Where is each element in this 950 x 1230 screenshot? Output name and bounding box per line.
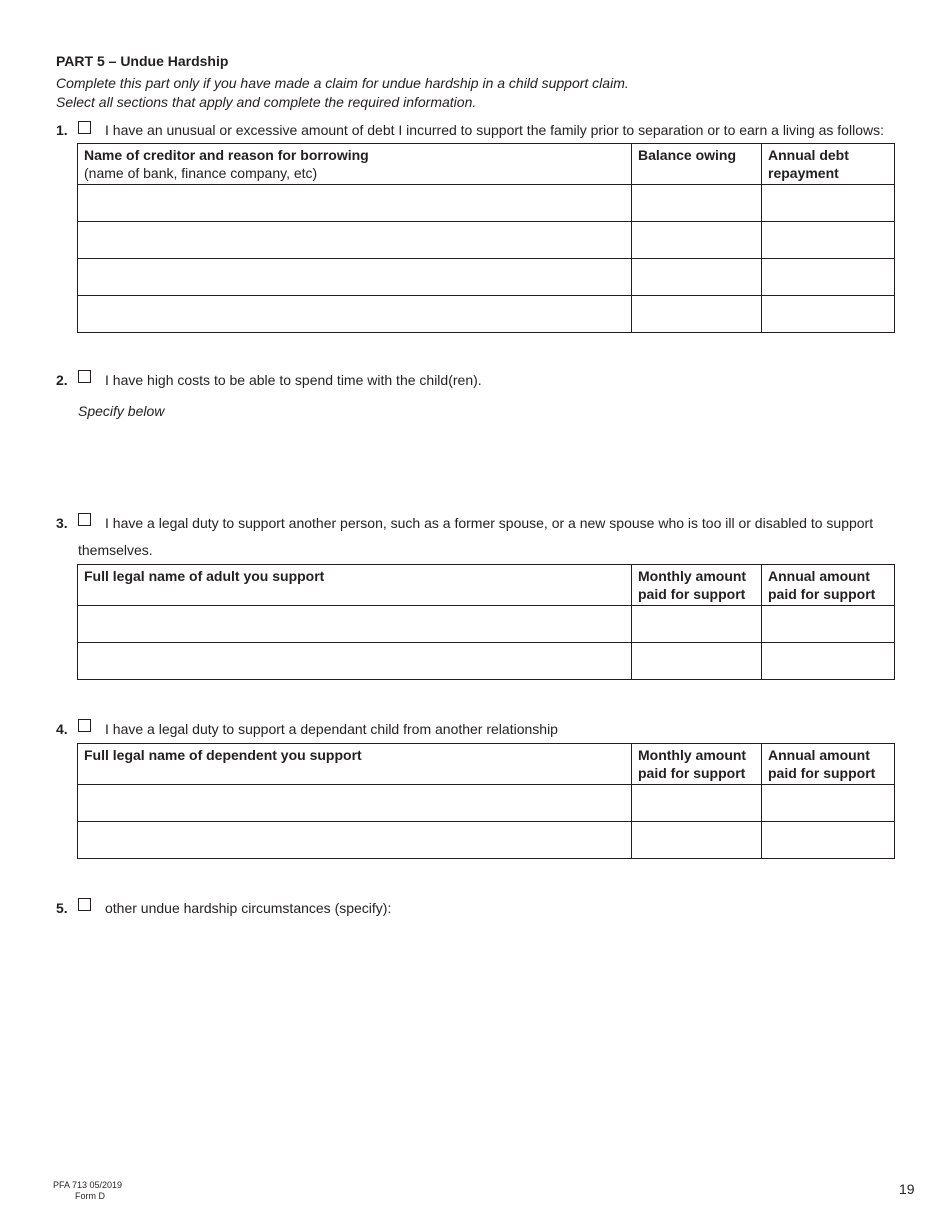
q1-checkbox[interactable] — [78, 121, 91, 134]
form-name: Form D — [75, 1191, 105, 1201]
q4-number: 4. — [56, 721, 68, 737]
q3-col-monthly-line1: Monthly amount — [638, 568, 747, 584]
q1-creditor-input[interactable] — [78, 185, 631, 221]
q1-text: I have an unusual or excessive amount of debt I incurred to support the family prior to separation or to earn a living as follows: — [105, 122, 884, 138]
q4-name-input[interactable] — [78, 822, 631, 858]
q3-name-input[interactable] — [78, 643, 631, 679]
form-code: PFA 713 05/2019 — [53, 1180, 123, 1190]
q1-col-balance-header: Balance owing — [632, 144, 762, 185]
q1-repayment-input[interactable] — [762, 185, 894, 221]
q3-col-name-header: Full legal name of adult you support — [78, 565, 632, 606]
q3-name-input[interactable] — [78, 606, 631, 642]
q2-specify-input[interactable] — [78, 424, 897, 500]
table-row — [78, 822, 895, 859]
q2-text: I have high costs to be able to spend time with the child(ren). — [105, 372, 482, 388]
q3-col-monthly-line2: paid for support — [638, 586, 746, 602]
page-number: 19 — [899, 1181, 915, 1197]
q4-col-monthly-line1: Monthly amount — [638, 747, 747, 763]
q4-col-annual-line2: paid for support — [768, 765, 876, 781]
q4-table-header-row — [78, 744, 895, 785]
q1-repayment-input[interactable] — [762, 222, 894, 258]
q1-balance-input[interactable] — [632, 222, 761, 258]
q1-col-repayment-line2: repayment — [768, 165, 839, 181]
q4-col-monthly-line2: paid for support — [638, 765, 746, 781]
q1-creditor-input[interactable] — [78, 222, 631, 258]
q5-text: other undue hardship circumstances (specify): — [105, 900, 392, 916]
q3-monthly-input[interactable] — [632, 606, 761, 642]
q1-repayment-input[interactable] — [762, 296, 894, 332]
q1-balance-input[interactable] — [632, 259, 761, 295]
footer-form-code — [53, 1180, 122, 1202]
q1-creditor-input[interactable] — [78, 259, 631, 295]
q2-checkbox[interactable] — [78, 370, 91, 383]
q3-annual-input[interactable] — [762, 606, 894, 642]
table-row — [78, 606, 895, 643]
instruction-line-2: Select all sections that apply and complete the required information. — [56, 94, 477, 110]
q3-annual-input[interactable] — [762, 643, 894, 679]
q1-col-creditor-title: Name of creditor and reason for borrowing — [84, 147, 369, 163]
q1-repayment-input[interactable] — [762, 259, 894, 295]
q4-monthly-input[interactable] — [632, 785, 761, 821]
q4-col-monthly-header — [632, 744, 762, 785]
q3-col-annual-header — [762, 565, 895, 606]
q1-col-creditor-subtitle: (name of bank, finance company, etc) — [84, 165, 318, 181]
table-row — [78, 643, 895, 680]
q3-checkbox[interactable] — [78, 513, 91, 526]
q1-col-creditor-header — [78, 144, 632, 185]
part-title: PART 5 – Undue Hardship — [56, 53, 229, 69]
table-row — [78, 785, 895, 822]
q1-col-repayment-line1: Annual debt — [768, 147, 849, 163]
q4-name-input[interactable] — [78, 785, 631, 821]
q3-text-line2: themselves. — [78, 542, 153, 558]
q4-col-annual-line1: Annual amount — [768, 747, 870, 763]
table-row — [78, 259, 895, 296]
q4-col-annual-header — [762, 744, 895, 785]
q1-balance-input[interactable] — [632, 296, 761, 332]
q4-col-name-header: Full legal name of dependent you support — [78, 744, 632, 785]
q1-col-repayment-header — [762, 144, 895, 185]
q3-number: 3. — [56, 515, 68, 531]
table-row — [78, 222, 895, 259]
q1-creditor-input[interactable] — [78, 296, 631, 332]
q4-checkbox[interactable] — [78, 719, 91, 732]
q1-table-header-row — [78, 144, 895, 185]
q4-annual-input[interactable] — [762, 822, 894, 858]
q3-table-header-row — [78, 565, 895, 606]
q3-col-monthly-header — [632, 565, 762, 606]
q3-text-line1: I have a legal duty to support another person, such as a former spouse, or a new spouse who is too ill or disabled to support — [105, 515, 874, 531]
instruction-line-1: Complete this part only if you have made a claim for undue hardship in a child support claim. — [56, 75, 629, 91]
q1-number: 1. — [56, 122, 68, 138]
q1-debt-table — [77, 143, 895, 333]
q1-balance-input[interactable] — [632, 185, 761, 221]
q5-specify-input[interactable] — [78, 925, 897, 1149]
q3-col-annual-line1: Annual amount — [768, 568, 870, 584]
table-row — [78, 185, 895, 222]
q3-adult-support-table — [77, 564, 895, 680]
q2-number: 2. — [56, 372, 68, 388]
table-row — [78, 296, 895, 333]
q5-checkbox[interactable] — [78, 898, 91, 911]
q4-monthly-input[interactable] — [632, 822, 761, 858]
q3-col-annual-line2: paid for support — [768, 586, 876, 602]
q4-text: I have a legal duty to support a dependant child from another relationship — [105, 721, 558, 737]
q4-dependent-support-table — [77, 743, 895, 859]
q3-monthly-input[interactable] — [632, 643, 761, 679]
q4-annual-input[interactable] — [762, 785, 894, 821]
q5-number: 5. — [56, 900, 68, 916]
q2-specify-label: Specify below — [78, 403, 165, 419]
